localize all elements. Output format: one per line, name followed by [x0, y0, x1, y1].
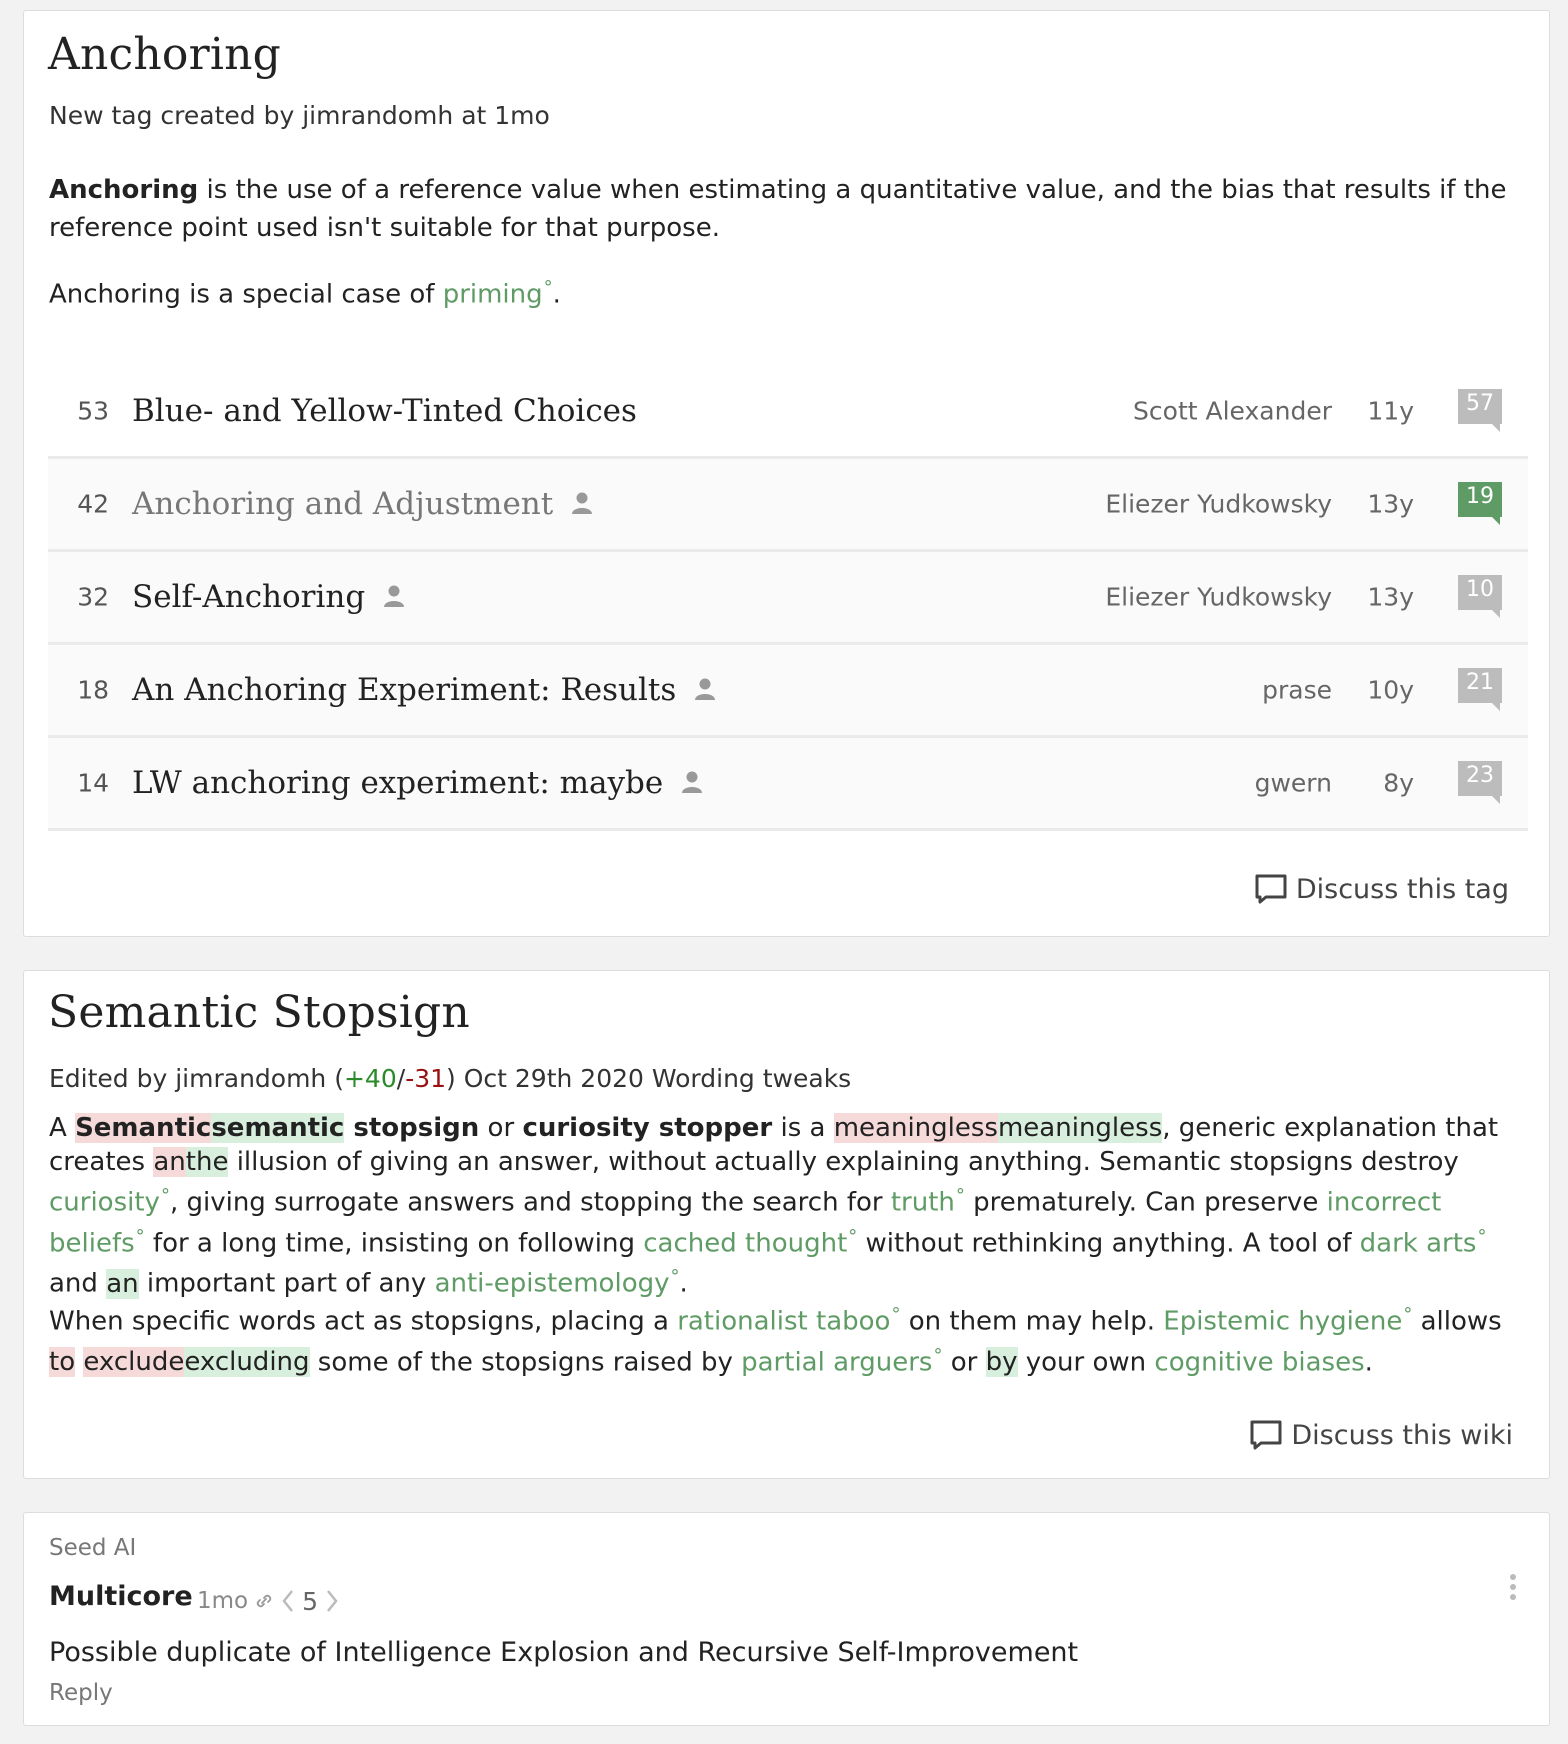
comment-icon — [1254, 873, 1288, 905]
discuss-tag-button[interactable] — [1254, 873, 1509, 905]
post-age: 8y — [1383, 768, 1414, 798]
post-age: 10y — [1367, 675, 1414, 705]
post-title[interactable] — [132, 672, 716, 708]
comment-count: 57 — [1466, 391, 1494, 416]
post-karma: 53 — [77, 396, 109, 426]
post-row[interactable] — [48, 645, 1528, 738]
personal-blogpost-icon — [571, 490, 593, 516]
chevron-left-icon[interactable] — [278, 1586, 298, 1616]
post-title-text[interactable]: Blue- and Yellow-Tinted Choices — [132, 393, 637, 429]
discuss-tag-label: Discuss this tag — [1295, 873, 1509, 905]
comment-meta — [197, 1586, 342, 1616]
incorrect-beliefs-link[interactable]: incorrect beliefs — [49, 1187, 1442, 1259]
post-row[interactable] — [48, 738, 1528, 831]
comment-count-badge[interactable] — [1455, 479, 1505, 529]
post-row[interactable] — [48, 459, 1528, 552]
curiosity-link[interactable]: curiosity — [49, 1187, 160, 1218]
post-row[interactable] — [48, 552, 1528, 645]
truth-link[interactable]: truth — [890, 1187, 955, 1218]
comment-card — [23, 1512, 1550, 1726]
tag-post-list — [48, 366, 1528, 831]
comment-text: Possible duplicate of Intelligence Explosion and Recursive Self-Improvement — [49, 1637, 1079, 1668]
comment-tag-link[interactable]: Seed AI — [49, 1535, 137, 1561]
comment-author[interactable]: Multicore — [49, 1581, 193, 1612]
tag-card — [23, 10, 1550, 937]
comment-count: 21 — [1466, 670, 1494, 695]
comment-icon — [1249, 1419, 1283, 1451]
tag-title[interactable]: Anchoring — [48, 29, 281, 80]
post-karma: 14 — [77, 768, 109, 798]
comment-vote-score: 5 — [302, 1586, 319, 1616]
anti-epistemology-link[interactable]: anti-epistemology — [434, 1268, 670, 1299]
tag-desc-rest: is the use of a reference value when estimating a quantitative value, and the bias that results if the reference point used isn't suitable for that purpose. — [49, 175, 1507, 243]
partial-arguers-link[interactable]: partial arguers — [741, 1347, 933, 1378]
personal-blogpost-icon — [694, 676, 716, 702]
post-title-text[interactable]: LW anchoring experiment: maybe — [132, 765, 664, 801]
diff-removed: exclude — [83, 1347, 185, 1378]
tag-special-case — [49, 269, 1523, 314]
comment-age[interactable]: 1mo — [197, 1588, 249, 1614]
post-age: 11y — [1367, 396, 1414, 426]
comment-count-badge[interactable] — [1455, 665, 1505, 715]
post-karma: 18 — [77, 675, 109, 705]
diff-added: by — [985, 1347, 1018, 1378]
special-suffix: . — [552, 279, 561, 310]
comment-count: 19 — [1466, 484, 1494, 509]
diff-added: meaningless — [997, 1113, 1163, 1143]
diff-added: excluding — [184, 1347, 310, 1378]
post-author[interactable]: Scott Alexander — [1133, 396, 1332, 426]
post-author[interactable]: Eliezer Yudkowsky — [1105, 582, 1332, 612]
removed-count: -31 — [405, 1064, 447, 1093]
comment-count: 23 — [1466, 763, 1494, 788]
post-author[interactable]: gwern — [1254, 768, 1332, 798]
personal-blogpost-icon — [681, 769, 703, 795]
reply-button[interactable]: Reply — [49, 1680, 113, 1706]
rationalist-taboo-link[interactable]: rationalist taboo — [677, 1306, 891, 1337]
post-title-text[interactable]: An Anchoring Experiment: Results — [132, 672, 677, 708]
wiki-paragraph-1: A Semanticsemantic stopsign or curiosity stopper is a meaninglessmeaningless, generic explanation that creates anthe illusion of giving an answer, without actually explaining anything. Semantic stopsigns destroy curiosity°, giving surrogate answers and stopping the search for truth° prematurely. Can preserve incorrect beliefs° for a long time, insisting on following cached thought° without rethinking anything. A tool of dark arts° and an important part of any anti-epistemology°. — [49, 1113, 1499, 1299]
post-age: 13y — [1367, 582, 1414, 612]
diff-removed: Semantic — [75, 1113, 212, 1143]
edited-suffix: ) Oct 29th 2020 Wording tweaks — [446, 1064, 852, 1093]
chevron-right-icon[interactable] — [322, 1586, 342, 1616]
diff-removed: to — [49, 1347, 76, 1378]
diff-removed: meaningless — [833, 1113, 998, 1143]
link-icon[interactable] — [254, 1591, 274, 1611]
personal-blogpost-icon — [383, 583, 405, 609]
diff-added: semantic — [211, 1113, 345, 1143]
comment-count-badge[interactable] — [1455, 386, 1505, 436]
post-author[interactable]: prase — [1262, 675, 1332, 705]
special-prefix: Anchoring is a special case of — [49, 279, 443, 310]
discuss-wiki-button[interactable] — [1249, 1419, 1513, 1451]
post-karma: 42 — [77, 489, 109, 519]
cognitive-biases-link[interactable]: cognitive biases — [1154, 1347, 1365, 1378]
diff-added: an — [106, 1268, 139, 1299]
comment-count: 10 — [1466, 577, 1494, 602]
wiki-edit-meta — [49, 1064, 851, 1093]
diff-added: the — [185, 1147, 229, 1177]
post-karma: 32 — [77, 582, 109, 612]
post-author[interactable]: Eliezer Yudkowsky — [1105, 489, 1332, 519]
priming-link[interactable]: priming — [442, 279, 543, 310]
wiki-paragraph-2: When specific words act as stopsigns, placing a rationalist taboo° on them may help. Epistemic hygiene° allows to excludeexcluding some of the stopsigns raised by partial arguers° or by your own cognitive biases. — [49, 1304, 1502, 1378]
tag-meta: New tag created by jimrandomh at 1mo — [49, 101, 550, 130]
post-age: 13y — [1367, 489, 1414, 519]
post-title[interactable] — [132, 765, 703, 801]
slash: / — [396, 1064, 406, 1093]
post-title[interactable] — [132, 486, 593, 522]
comment-count-badge[interactable] — [1455, 572, 1505, 622]
post-row[interactable] — [48, 366, 1528, 459]
diff-removed: an — [153, 1147, 186, 1177]
epistemic-hygiene-link[interactable]: Epistemic hygiene — [1163, 1306, 1403, 1337]
post-title-text[interactable]: Anchoring and Adjustment — [132, 486, 554, 522]
discuss-wiki-label: Discuss this wiki — [1291, 1419, 1513, 1451]
added-count: +40 — [343, 1064, 397, 1093]
dark-arts-link[interactable]: dark arts — [1359, 1228, 1477, 1259]
wiki-card — [23, 970, 1550, 1479]
post-title[interactable] — [132, 393, 637, 429]
comment-count-badge[interactable] — [1455, 758, 1505, 808]
post-title[interactable] — [132, 579, 405, 615]
more-options-icon[interactable] — [1509, 1573, 1517, 1601]
post-title-text[interactable]: Self-Anchoring — [132, 579, 366, 615]
edited-prefix: Edited by jimrandomh ( — [49, 1064, 344, 1093]
tag-description — [49, 171, 1523, 247]
cached-thought-link[interactable]: cached thought — [643, 1228, 848, 1259]
wiki-title[interactable]: Semantic Stopsign — [48, 987, 470, 1038]
link-marker: ° — [543, 277, 553, 298]
tag-desc-bold: Anchoring — [49, 175, 199, 205]
